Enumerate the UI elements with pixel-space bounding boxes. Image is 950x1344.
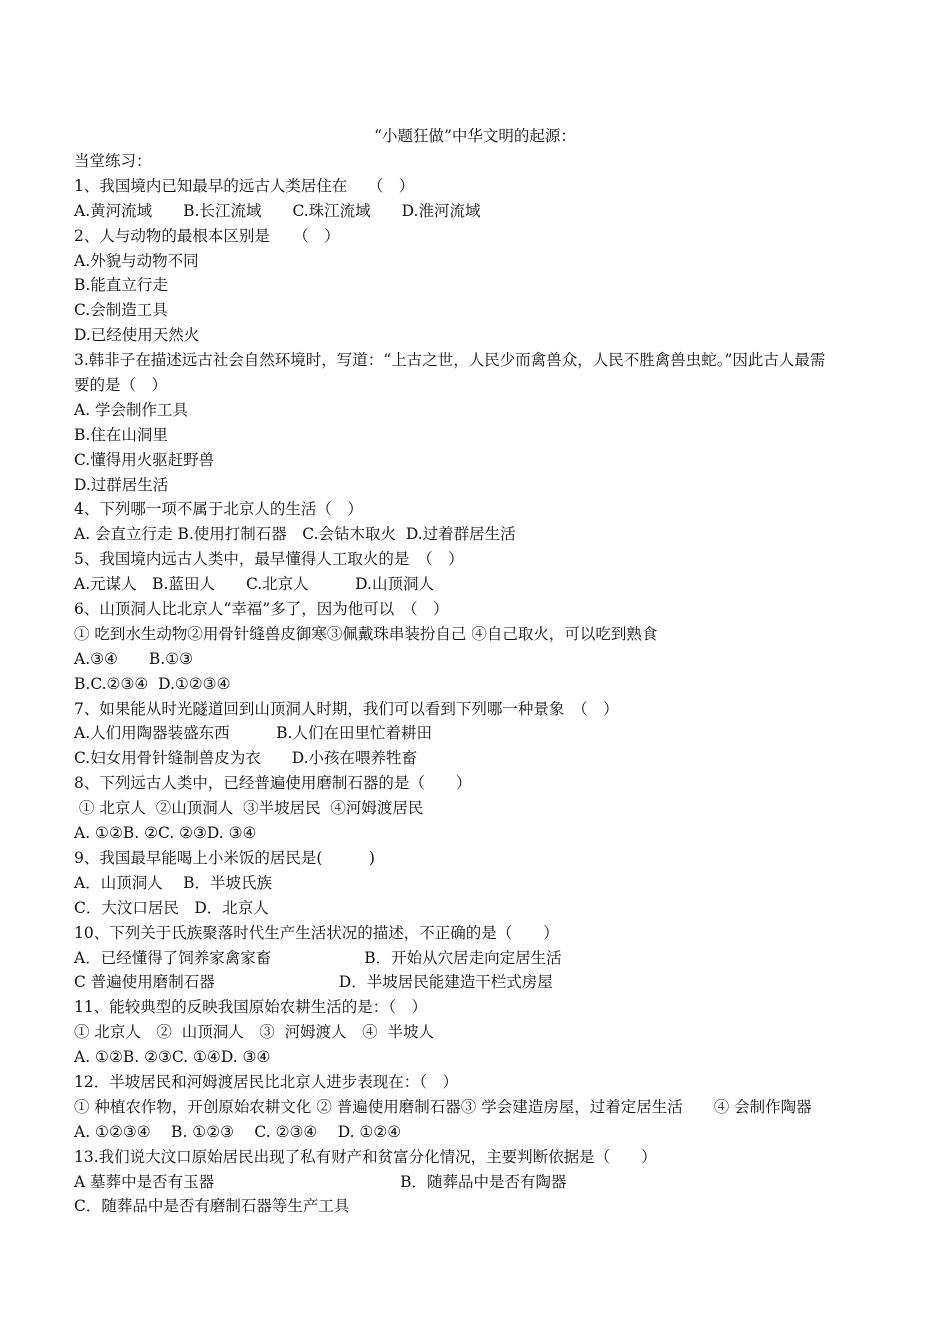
text-line: 3.韩非子在描述远古社会自然环境时，写道：“上古之世，人民少而禽兽众，人民不胜禽兽虫蛇。”因此古人最需 bbox=[74, 351, 826, 370]
text-line: 7、如果能从时光隧道回到山顶洞人时期，我们可以看到下列哪一种景象 （ ） bbox=[74, 699, 619, 718]
text-line: C.懂得用火驱赶野兽 bbox=[74, 450, 215, 469]
text-line: ① 种植农作物，开创原始农耕文化 ② 普遍使用磨制石器③ 学会建造房屋，过着定居生活 ④ 会制作陶器 bbox=[74, 1097, 812, 1116]
text-line: D.已经使用天然火 bbox=[74, 326, 200, 345]
text-line: 4、下列哪一项不属于北京人的生活（ ） bbox=[74, 500, 363, 519]
text-line: 当堂练习： bbox=[74, 152, 152, 170]
text-line: A.黄河流域 B.长江流域 C.珠江流域 D.淮河流域 bbox=[74, 201, 481, 220]
text-line: A. ①②B. ②③C. ①④D. ③④ bbox=[74, 1048, 271, 1067]
text-line: 12．半坡居民和河姆渡居民比北京人进步表现在：（ ） bbox=[74, 1072, 458, 1091]
text-line: A 墓葬中是否有玉器 B．随葬品中是否有陶器 bbox=[74, 1172, 567, 1191]
text-line: 1、我国境内已知最早的远古人类居住在 （ ） bbox=[74, 176, 415, 195]
text-line: A. 会直立行走 B.使用打制石器 C.会钻木取火 D.过着群居生活 bbox=[74, 525, 516, 544]
text-line: 13.我们说大汶口原始居民出现了私有财产和贫富分化情况，主要判断依据是（ ） bbox=[74, 1147, 657, 1166]
text-line: C．大汶口居民 D．北京人 bbox=[74, 898, 269, 917]
text-line: 8、下列远古人类中，已经普遍使用磨制石器的是（ ） bbox=[74, 774, 472, 793]
document-body bbox=[74, 149, 894, 1219]
text-line: A. ①②③④ B. ①②③ C. ②③④ D. ①②④ bbox=[74, 1122, 402, 1141]
text-line: A. ①②B. ②C. ②③D. ③④ bbox=[74, 824, 257, 843]
text-line: 要的是（ ） bbox=[74, 376, 168, 395]
text-line: A.外貌与动物不同 bbox=[74, 251, 199, 270]
text-line: A．已经懂得了饲养家禽家畜 B．开始从穴居走向定居生活 bbox=[74, 948, 562, 967]
text-line: 2、人与动物的最根本区别是 （ ） bbox=[74, 226, 340, 245]
text-line: C．随葬品中是否有磨制石器等生产工具 bbox=[74, 1197, 350, 1216]
text-line: 9、我国最早能喝上小米饭的居民是( ) bbox=[74, 848, 375, 867]
text-line: 11、能较典型的反映我国原始农耕生活的是：（ ） bbox=[74, 998, 427, 1017]
text-line: C.会制造工具 bbox=[74, 301, 168, 320]
text-line: B.住在山洞里 bbox=[74, 425, 168, 444]
text-line: ① 北京人 ② 山顶洞人 ③ 河姆渡人 ④ 半坡人 bbox=[74, 1023, 434, 1042]
text-line: ① 北京人 ②山顶洞人 ③半坡居民 ④河姆渡居民 bbox=[74, 799, 424, 818]
text-line: C 普遍使用磨制石器 D．半坡居民能建造干栏式房屋 bbox=[74, 973, 553, 992]
text-line: A.人们用陶器装盛东西 B.人们在田里忙着耕田 bbox=[74, 724, 432, 743]
text-line: A．山顶洞人 B．半坡氏族 bbox=[74, 873, 273, 892]
text-line: 5、我国境内远古人类中，最早懂得人工取火的是 （ ） bbox=[74, 550, 464, 569]
text-line: A.③④ B.①③ bbox=[74, 649, 194, 668]
text-line: D.过群居生活 bbox=[74, 475, 169, 494]
text-line: C.妇女用骨针缝制兽皮为衣 D.小孩在喂养牲畜 bbox=[74, 749, 418, 768]
text-line: A. 学会制作工具 bbox=[74, 400, 189, 419]
text-line: 6、山顶洞人比北京人“幸福”多了，因为他可以 （ ） bbox=[74, 600, 449, 619]
text-line: A.元谋人 B.蓝田人 C.北京人 D.山顶洞人 bbox=[74, 575, 434, 594]
text-line: B.能直立行走 bbox=[74, 276, 168, 295]
text-line: B.C.②③④ D.①②③④ bbox=[74, 674, 231, 693]
text-line: ① 吃到水生动物②用骨针缝兽皮御寒③佩戴珠串装扮自己 ④自己取火，可以吃到熟食 bbox=[74, 624, 658, 643]
page-title: “小题狂做”中华文明的起源： bbox=[374, 127, 576, 145]
text-line: 10、下列关于氏族聚落时代生产生活状况的描述，不正确的是（ ） bbox=[74, 923, 559, 942]
